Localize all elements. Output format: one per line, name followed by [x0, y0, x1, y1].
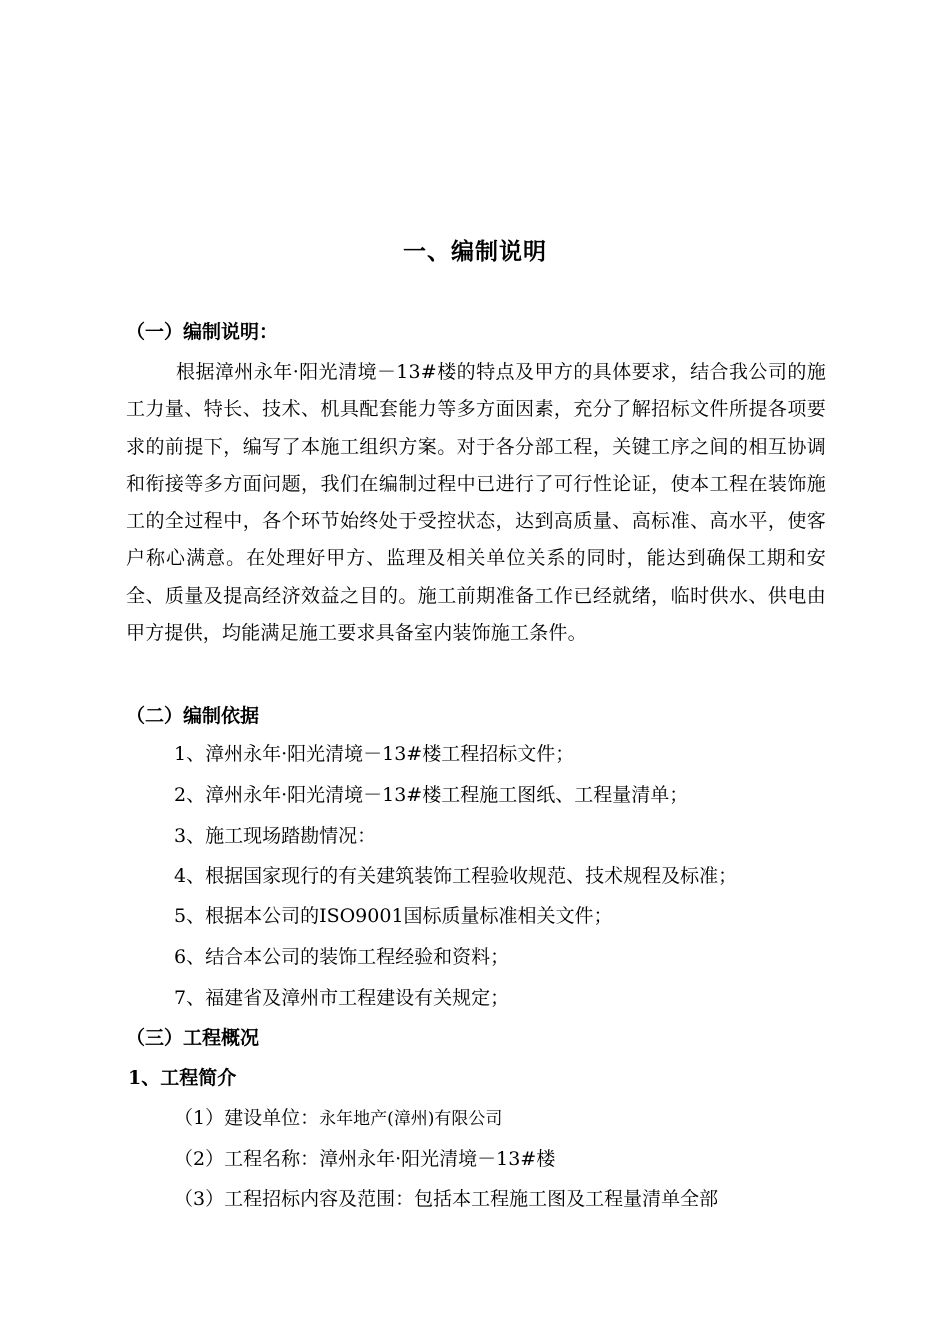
info-item-project-name [174, 1145, 834, 1173]
section-heading-compile-basis: （二）编制依据 [126, 705, 260, 727]
list-item: 6、结合本公司的装饰工程经验和资料； [174, 946, 510, 968]
page-title: 一、编制说明 [403, 238, 547, 265]
list-item: 1、漳州永年·阳光清境－13#楼工程招标文件； [174, 743, 575, 765]
info-value: 永年地产(漳州)有限公司 [319, 1109, 503, 1129]
info-value: 包括本工程施工图及工程量清单全部 [414, 1188, 719, 1210]
section-heading-project-overview: （三）工程概况 [126, 1027, 260, 1049]
info-item-bid-scope [174, 1185, 834, 1213]
list-item: 2、漳州永年·阳光清境－13#楼工程施工图纸、工程量清单； [174, 784, 689, 806]
compile-notes-paragraph: 根据漳州永年·阳光清境－13#楼的特点及甲方的具体要求，结合我公司的施工力量、特长、技术、机具配套能力等多方面因素，充分了解招标文件所提各项要求的前提下，编写了本施工组织方案。对于各分部工程，关键工序之间的相互协调和衔接等多方面问题，我们在编制过程中已进行了可行性论证，使本工程在装饰施工的全过程中，各个环节始终处于受控状态，达到高质量、高标准、高水平，使客户称心满意。在处理好甲方、监理及相关单位关系的同时，能达到确保工期和安全、质量及提高经济效益之目的。施工前期准备工作已经就绪，临时供水、供电由甲方提供，均能满足施工要求具备室内装饰施工条件。 [126, 361, 826, 645]
list-item: 7、福建省及漳州市工程建设有关规定； [174, 987, 510, 1009]
info-item-developer [174, 1104, 834, 1133]
info-label: （2）工程名称： [174, 1148, 320, 1170]
section-heading-compile-notes: （一）编制说明： [126, 321, 279, 343]
list-item: 3、施工现场踏勘情况： [174, 825, 377, 847]
list-item: 4、根据国家现行的有关建筑装饰工程验收规范、技术规程及标准； [174, 865, 738, 887]
info-label: （1）建设单位： [174, 1107, 320, 1129]
list-item: 5、根据本公司的ISO9001国标质量标准相关文件； [174, 905, 613, 927]
subsection-heading-project-intro: 1、工程简介 [128, 1067, 237, 1089]
info-label: （3）工程招标内容及范围： [174, 1188, 415, 1210]
info-value: 漳州永年·阳光清境－13#楼 [319, 1148, 556, 1170]
